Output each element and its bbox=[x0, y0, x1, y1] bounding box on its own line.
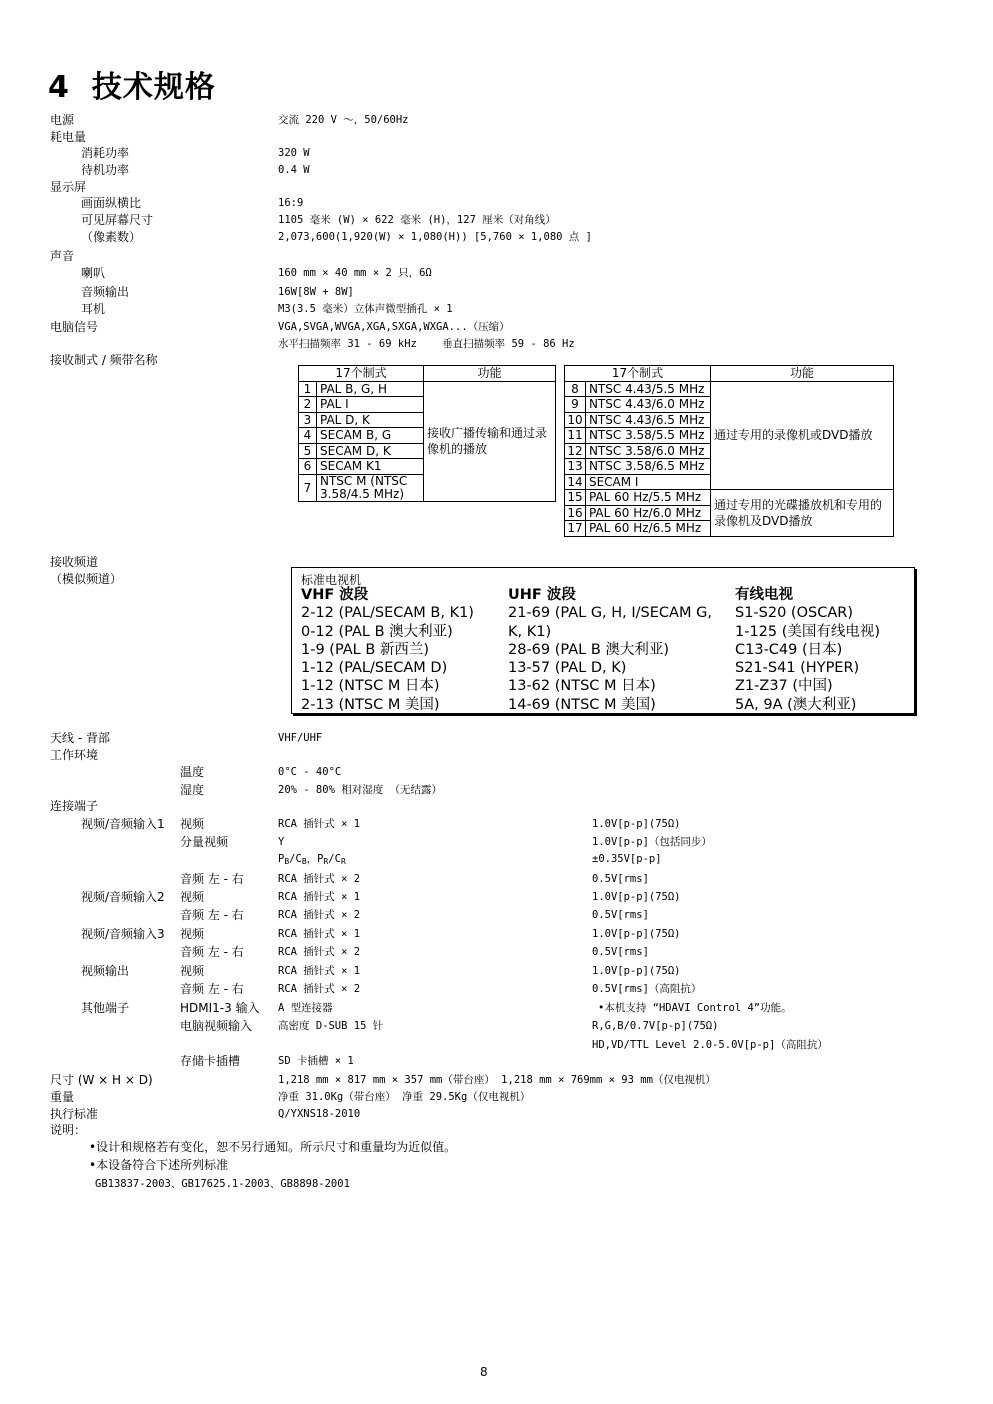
temperature-value: 0°C - 40°C bbox=[278, 766, 342, 778]
rated-power-label: 消耗功率 bbox=[81, 146, 130, 160]
y-spec: 1.0V[p-p]（包括同步） bbox=[592, 836, 712, 848]
rca-value: RCA 插针式 × 2 bbox=[278, 946, 361, 958]
standby-power-label: 待机功率 bbox=[81, 163, 130, 177]
system-number: 14 bbox=[565, 474, 586, 490]
system-name: NTSC 4.43/6.5 MHz bbox=[585, 412, 710, 428]
system-name: SECAM K1 bbox=[317, 459, 424, 475]
pixels-label: （像素数） bbox=[81, 230, 142, 244]
uhf-item: 14-69 (NTSC M 美国) bbox=[508, 696, 656, 713]
hdmi-label: HDMI1-3 输入 bbox=[180, 1001, 260, 1015]
system-function: 接收广播传输和通过录像机的播放 bbox=[424, 381, 556, 501]
rca-value: RCA 插针式 × 1 bbox=[278, 818, 361, 830]
dimensions-value: 1,218 mm × 817 mm × 357 mm（带台座） 1,218 mm × 769mm × 93 mm（仅电视机） bbox=[278, 1074, 716, 1086]
system-name: NTSC M (NTSC 3.58/4.5 MHz) bbox=[317, 474, 424, 501]
system-number: 9 bbox=[565, 397, 586, 413]
note-item: •设计和规格若有变化，恕不另行通知。所示尺寸和重量均为近似值。 bbox=[89, 1140, 457, 1154]
video-label: 视频 bbox=[180, 964, 205, 978]
vhf-item: 1-12 (NTSC M 日本) bbox=[301, 678, 440, 695]
antenna-label: 天线 - 背部 bbox=[50, 731, 110, 745]
speaker-value: 160 mm × 40 mm × 2 只，6Ω bbox=[278, 267, 432, 279]
av-input-3-label: 视频/音频输入3 bbox=[81, 927, 165, 941]
power-value: 交流 220 V ～，50/60Hz bbox=[278, 114, 409, 126]
system-number: 5 bbox=[299, 443, 317, 459]
pixels-value: 2,073,600(1,920(W) × 1,080(H)) [5,760 × 1,080 点 ] bbox=[278, 231, 592, 243]
uhf-item: 21-69 (PAL G, H, I/SECAM G, bbox=[508, 605, 712, 622]
systems-table-right bbox=[564, 365, 894, 537]
rca-value: RCA 插针式 × 1 bbox=[278, 928, 361, 940]
system-name: NTSC 4.43/6.0 MHz bbox=[585, 397, 710, 413]
catv-item: Z1-Z37 (中国) bbox=[735, 678, 833, 695]
headphone-value: M3(3.5 毫米）立体声微型插孔 × 1 bbox=[278, 303, 453, 315]
systems-header: 17个制式 bbox=[299, 366, 424, 382]
rca-value: RCA 插针式 × 1 bbox=[278, 891, 361, 903]
audio-lr-label: 音频 左 - 右 bbox=[180, 908, 244, 922]
system-number: 10 bbox=[565, 412, 586, 428]
video-label: 视频 bbox=[180, 927, 205, 941]
page-number: 8 bbox=[480, 1365, 488, 1379]
weight-label: 重量 bbox=[50, 1090, 75, 1104]
audio-output-value: 16W[8W + 8W] bbox=[278, 286, 354, 298]
system-name: PAL 60 Hz/5.5 MHz bbox=[585, 490, 710, 506]
hdmi-note: •本机支持 “HDAVI Control 4”功能。 bbox=[598, 1002, 792, 1014]
system-function: 通过专用的录像机或DVD播放 bbox=[711, 381, 894, 490]
pc-input-spec-sync: HD,VD/TTL Level 2.0-5.0V[p-p]（高阻抗） bbox=[592, 1039, 828, 1051]
standard-label: 执行标准 bbox=[50, 1107, 99, 1121]
uhf-column bbox=[508, 586, 712, 714]
system-number: 17 bbox=[565, 521, 586, 537]
humidity-value: 20% - 80% 相对湿度 （无结露） bbox=[278, 784, 443, 796]
video-spec: 1.0V[p-p](75Ω) bbox=[592, 965, 681, 977]
function-header: 功能 bbox=[424, 366, 556, 382]
pc-input-label: 电脑视频输入 bbox=[180, 1019, 253, 1033]
audio-lr-label: 音频 左 - 右 bbox=[180, 872, 244, 886]
catv-item: S1-S20 (OSCAR) bbox=[735, 605, 853, 622]
environment-label: 工作环境 bbox=[50, 748, 99, 762]
channels-caption: 标准电视机 bbox=[301, 573, 362, 587]
pbpr-spec: ±0.35V[p-p] bbox=[592, 853, 662, 865]
power-label: 电源 bbox=[50, 113, 75, 127]
hdmi-value: A 型连接器 bbox=[278, 1002, 333, 1014]
catv-item: S21-S41 (HYPER) bbox=[735, 660, 860, 677]
uhf-item: K, K1) bbox=[508, 623, 552, 640]
vhf-heading: VHF 波段 bbox=[301, 587, 369, 603]
visible-size-value: 1105 毫米 (W) × 622 毫米 (H)，127 厘米（对角线） bbox=[278, 214, 556, 226]
audio-lr-label: 音频 左 - 右 bbox=[180, 982, 244, 996]
pc-signal-label: 电脑信号 bbox=[50, 320, 99, 334]
visible-size-label: 可见屏幕尺寸 bbox=[81, 213, 154, 227]
rca-value: RCA 插针式 × 2 bbox=[278, 983, 361, 995]
weight-value: 净重 31.0Kg（带台座） 净重 29.5Kg（仅电视机） bbox=[278, 1091, 531, 1103]
pc-input-spec-rgb: R,G,B/0.7V[p-p](75Ω) bbox=[592, 1020, 719, 1032]
y-value: Y bbox=[278, 836, 285, 848]
system-number: 11 bbox=[565, 428, 586, 444]
receive-systems-label: 接收制式 / 频带名称 bbox=[50, 353, 158, 367]
dimensions-label: 尺寸 (W × H × D) bbox=[50, 1073, 153, 1087]
system-name: PAL B, G, H bbox=[317, 381, 424, 397]
consumption-label: 耗电量 bbox=[50, 130, 87, 144]
rca-value: RCA 插针式 × 1 bbox=[278, 965, 361, 977]
standby-power-value: 0.4 W bbox=[278, 164, 310, 176]
video-spec: 1.0V[p-p](75Ω) bbox=[592, 928, 681, 940]
sd-slot-value: SD 卡插槽 × 1 bbox=[278, 1055, 354, 1067]
sound-label: 声音 bbox=[50, 249, 75, 263]
system-number: 13 bbox=[565, 459, 586, 475]
vhf-column bbox=[301, 586, 474, 714]
vhf-item: 1-12 (PAL/SECAM D) bbox=[301, 660, 448, 677]
system-name: PAL 60 Hz/6.5 MHz bbox=[585, 521, 710, 537]
video-output-label: 视频输出 bbox=[81, 964, 130, 978]
notes-label: 说明： bbox=[50, 1123, 87, 1137]
video-spec: 1.0V[p-p](75Ω) bbox=[592, 818, 681, 830]
video-label: 视频 bbox=[180, 890, 205, 904]
system-name: SECAM I bbox=[585, 474, 710, 490]
system-name: NTSC 4.43/5.5 MHz bbox=[585, 381, 710, 397]
system-number: 6 bbox=[299, 459, 317, 475]
uhf-item: 13-62 (NTSC M 日本) bbox=[508, 678, 656, 695]
system-number: 1 bbox=[299, 381, 317, 397]
rated-power-value: 320 W bbox=[278, 147, 310, 159]
system-number: 16 bbox=[565, 505, 586, 521]
system-number: 8 bbox=[565, 381, 586, 397]
uhf-heading: UHF 波段 bbox=[508, 587, 576, 603]
speaker-label: 喇叭 bbox=[81, 266, 106, 280]
av-input-2-label: 视频/音频输入2 bbox=[81, 890, 165, 904]
catv-item: 1-125 (美国有线电视) bbox=[735, 623, 881, 640]
display-label: 显示屏 bbox=[50, 180, 87, 194]
system-name: PAL I bbox=[317, 397, 424, 413]
system-number: 7 bbox=[299, 474, 317, 501]
systems-header: 17个制式 bbox=[565, 366, 711, 382]
system-name: PAL D, K bbox=[317, 412, 424, 428]
pc-signal-value: VGA,SVGA,WVGA,XGA,SXGA,WXGA...（压缩） bbox=[278, 321, 510, 333]
catv-item: C13-C49 (日本) bbox=[735, 641, 843, 658]
system-name: NTSC 3.58/5.5 MHz bbox=[585, 428, 710, 444]
channels-box bbox=[291, 567, 915, 714]
page-title bbox=[48, 62, 216, 106]
system-number: 3 bbox=[299, 412, 317, 428]
systems-table-left bbox=[298, 365, 556, 502]
function-header: 功能 bbox=[711, 366, 894, 382]
audio-spec: 0.5V[rms] bbox=[592, 909, 649, 921]
audio-spec: 0.5V[rms] bbox=[592, 946, 649, 958]
aspect-label: 画面纵横比 bbox=[81, 196, 142, 210]
note-item: •本设备符合下述所列标准 bbox=[89, 1158, 229, 1172]
video-label: 视频 bbox=[180, 817, 205, 831]
audio-spec: 0.5V[rms] bbox=[592, 873, 649, 885]
temperature-label: 温度 bbox=[180, 765, 205, 779]
system-function: 通过专用的光碟播放机和专用的录像机及DVD播放 bbox=[711, 490, 894, 537]
terminals-label: 连接端子 bbox=[50, 799, 99, 813]
catv-item: 5A, 9A (澳大利亚) bbox=[735, 696, 857, 713]
system-name: NTSC 3.58/6.0 MHz bbox=[585, 443, 710, 459]
vhf-item: 1-9 (PAL B 新西兰) bbox=[301, 641, 430, 658]
system-number: 4 bbox=[299, 428, 317, 444]
rca-value: RCA 插针式 × 2 bbox=[278, 873, 361, 885]
antenna-value: VHF/UHF bbox=[278, 732, 323, 744]
pc-input-value: 高密度 D-SUB 15 针 bbox=[278, 1020, 384, 1032]
vhf-item: 2-13 (NTSC M 美国) bbox=[301, 696, 440, 713]
standard-value: Q/YXNS18-2010 bbox=[278, 1108, 361, 1120]
uhf-item: 28-69 (PAL B 澳大利亚) bbox=[508, 641, 670, 658]
catv-column bbox=[735, 586, 880, 714]
section-title: 技术规格 bbox=[91, 70, 216, 105]
note-standards: GB13837-2003、GB17625.1-2003、GB8898-2001 bbox=[95, 1178, 350, 1190]
catv-heading: 有线电视 bbox=[735, 587, 793, 603]
system-name: PAL 60 Hz/6.0 MHz bbox=[585, 505, 710, 521]
section-number: 4 bbox=[48, 70, 70, 105]
pc-scan-value: 水平扫描频率 31 - 69 kHz 垂直扫描频率 59 - 86 Hz bbox=[278, 338, 575, 350]
channels-label: 接收频道 bbox=[50, 555, 99, 569]
headphone-label: 耳机 bbox=[81, 302, 106, 316]
audio-spec-high: 0.5V[rms]（高阻抗） bbox=[592, 983, 702, 995]
system-name: NTSC 3.58/6.5 MHz bbox=[585, 459, 710, 475]
system-number: 15 bbox=[565, 490, 586, 506]
uhf-item: 13-57 (PAL D, K) bbox=[508, 660, 627, 677]
channels-sublabel: （模似频道） bbox=[50, 572, 123, 586]
vhf-item: 2-12 (PAL/SECAM B, K1) bbox=[301, 605, 474, 622]
pbpr-value: $P_B/C_B$，$P_R/C_R$ bbox=[278, 853, 346, 866]
system-name: SECAM B, G bbox=[317, 428, 424, 444]
sd-slot-label: 存储卡插槽 bbox=[180, 1054, 241, 1068]
audio-lr-label: 音频 左 - 右 bbox=[180, 945, 244, 959]
system-name: SECAM D, K bbox=[317, 443, 424, 459]
vhf-item: 0-12 (PAL B 澳大利亚) bbox=[301, 623, 453, 640]
system-number: 2 bbox=[299, 397, 317, 413]
other-terminals-label: 其他端子 bbox=[81, 1001, 130, 1015]
component-label: 分量视频 bbox=[180, 835, 229, 849]
aspect-value: 16:9 bbox=[278, 197, 304, 209]
rca-value: RCA 插针式 × 2 bbox=[278, 909, 361, 921]
humidity-label: 湿度 bbox=[180, 783, 205, 797]
system-number: 12 bbox=[565, 443, 586, 459]
av-input-1-label: 视频/音频输入1 bbox=[81, 817, 165, 831]
audio-output-label: 音频输出 bbox=[81, 285, 130, 299]
video-spec: 1.0V[p-p](75Ω) bbox=[592, 891, 681, 903]
